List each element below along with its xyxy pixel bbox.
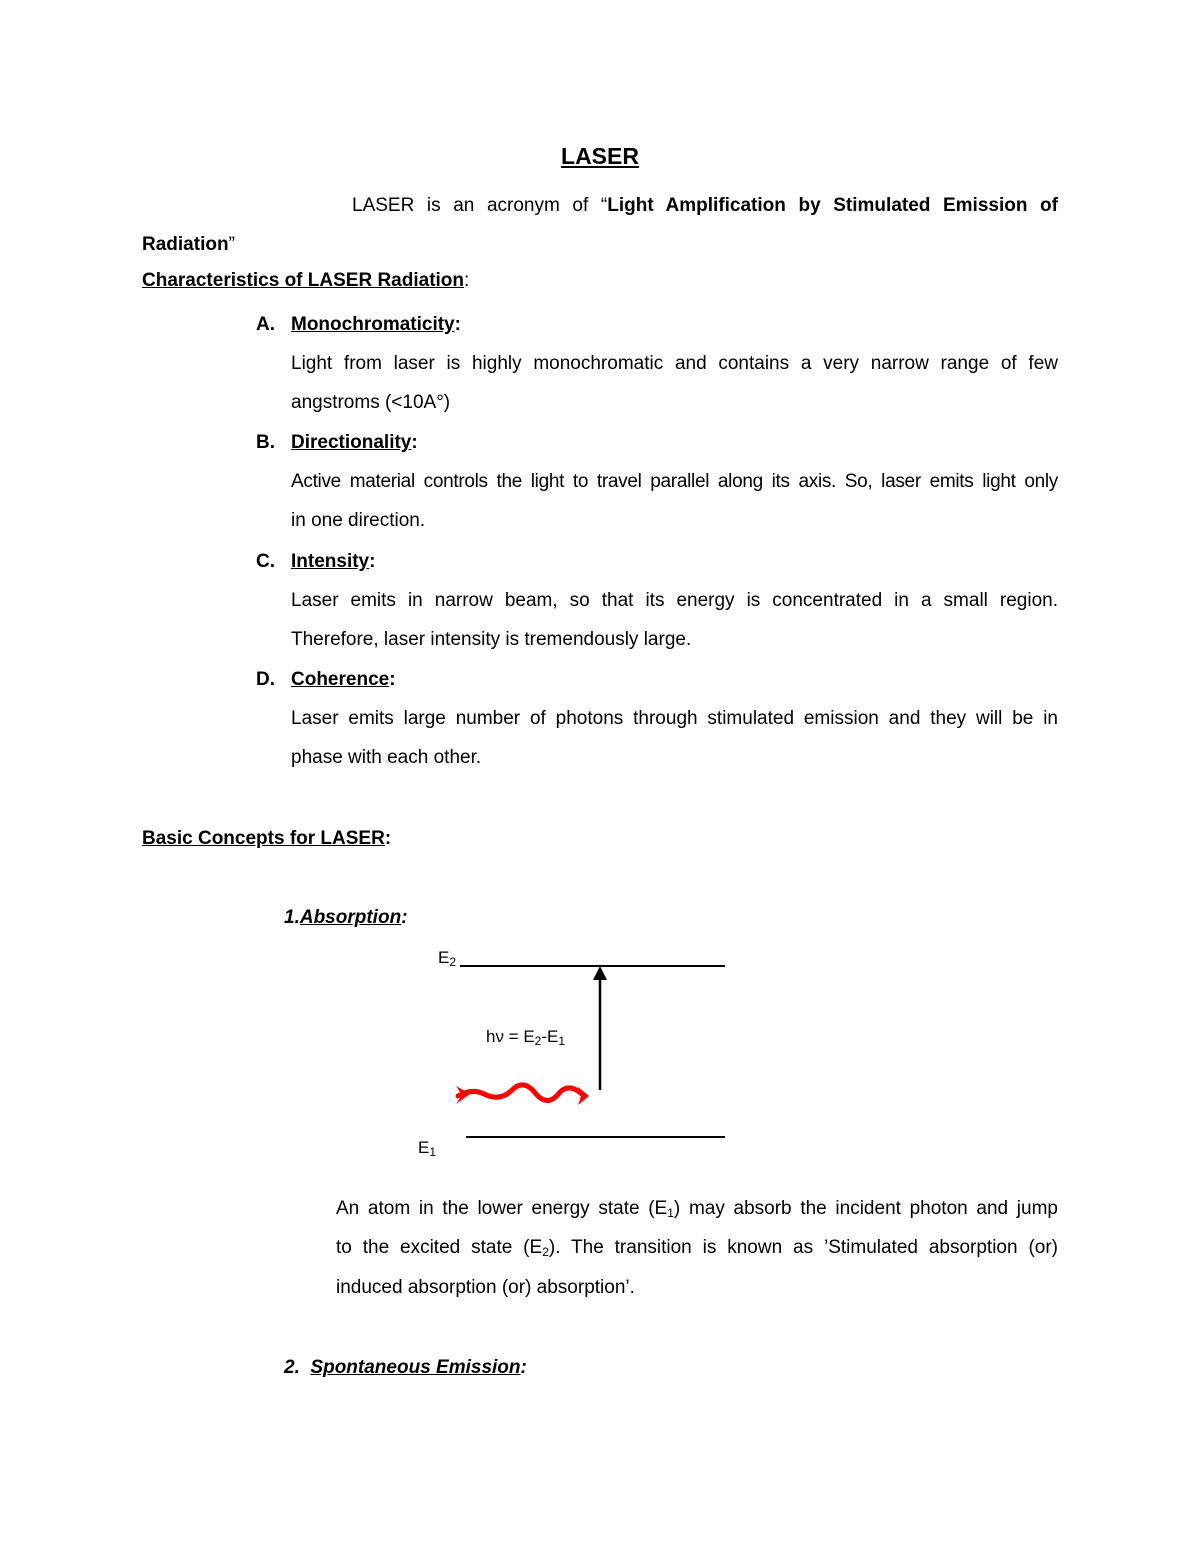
spontaneous-colon: :	[520, 1357, 527, 1378]
e1-label	[418, 1138, 436, 1159]
eq-mid: -E	[541, 1027, 559, 1046]
spontaneous-heading	[284, 1357, 527, 1379]
item-c-line-2: Therefore, laser intensity is tremendously large.	[291, 629, 692, 650]
e2-label-sub: 2	[449, 955, 457, 969]
item-a-letter: A.	[256, 314, 275, 335]
basic-concepts-heading-text: Basic Concepts for LASER	[142, 828, 385, 849]
item-a-line-2: angstroms (<10A°)	[291, 392, 451, 413]
item-b-colon: :	[411, 432, 418, 453]
intro-prefix: LASER is an acronym of “	[352, 195, 608, 216]
e1-label-letter: E	[418, 1138, 430, 1157]
intro-bold-part1: Light Amplification by Stimulated Emission of	[607, 195, 1058, 216]
eq-sub-2: 1	[558, 1034, 566, 1048]
item-c-title-text: Intensity	[291, 551, 370, 572]
item-d-letter: D.	[256, 669, 275, 690]
item-d-line-2: phase with each other.	[291, 747, 482, 768]
intro-suffix: ”	[228, 234, 235, 255]
transition-arrow-head	[593, 966, 607, 980]
item-b-line-2: in one direction.	[291, 510, 426, 531]
item-a-line-1: Light from laser is highly monochromatic and contains a very narrow range of few	[291, 353, 1058, 374]
item-c-colon: :	[369, 551, 376, 572]
item-b-title-text: Directionality	[291, 432, 412, 453]
item-b-letter: B.	[256, 432, 275, 453]
item-d-colon: :	[389, 669, 396, 690]
absorption-number: 1.	[284, 907, 300, 928]
e2-label	[438, 948, 456, 969]
absorption-title: Absorption	[299, 907, 402, 928]
photon-arrow-head	[578, 1087, 589, 1105]
photon-wave	[458, 1085, 584, 1101]
spontaneous-number: 2.	[284, 1357, 300, 1378]
intro-bold-part2: Radiation	[142, 234, 229, 255]
item-b-line-1: Active material controls the light to travel parallel along its axis. So, laser emits light only	[291, 471, 1058, 492]
e2-label-letter: E	[438, 948, 450, 967]
eq-prefix: hν = E	[486, 1027, 535, 1046]
abs-text-2b: ). The transition is known as ’Stimulated absorption (or)	[548, 1237, 1059, 1258]
item-d-title-text: Coherence	[291, 669, 390, 690]
item-d-line-1: Laser emits large number of photons through stimulated emission and they will be in	[291, 708, 1058, 729]
energy-equation	[486, 1027, 565, 1048]
abs-text-1a: An atom in the lower energy state (E	[336, 1198, 668, 1219]
heading-colon: :	[464, 270, 470, 291]
item-a-colon: :	[454, 314, 461, 335]
absorption-text-line-3: induced absorption (or) absorption’.	[336, 1277, 635, 1298]
abs-text-1b: ) may absorb the incident photon and jump	[673, 1198, 1058, 1219]
absorption-text-line-2	[336, 1228, 1058, 1273]
absorption-colon: :	[401, 907, 408, 928]
item-c-letter: C.	[256, 551, 275, 572]
abs-text-2-sub: 2	[542, 1245, 549, 1259]
basic-heading-colon: :	[384, 828, 392, 849]
characteristics-heading-text: Characteristics of LASER Radiation	[142, 270, 465, 291]
eq-sub-1: 2	[534, 1034, 542, 1048]
item-a-title-text: Monochromaticity	[291, 314, 455, 335]
e1-label-sub: 1	[429, 1145, 437, 1159]
abs-text-2a: to the excited state (E	[336, 1237, 543, 1258]
spontaneous-title: Spontaneous Emission	[310, 1357, 521, 1378]
item-c-line-1: Laser emits in narrow beam, so that its energy is concentrated in a small region.	[291, 590, 1058, 611]
page-title: LASER	[561, 143, 639, 169]
abs-text-1-sub: 1	[667, 1206, 674, 1220]
absorption-text-line-1	[336, 1189, 1058, 1234]
